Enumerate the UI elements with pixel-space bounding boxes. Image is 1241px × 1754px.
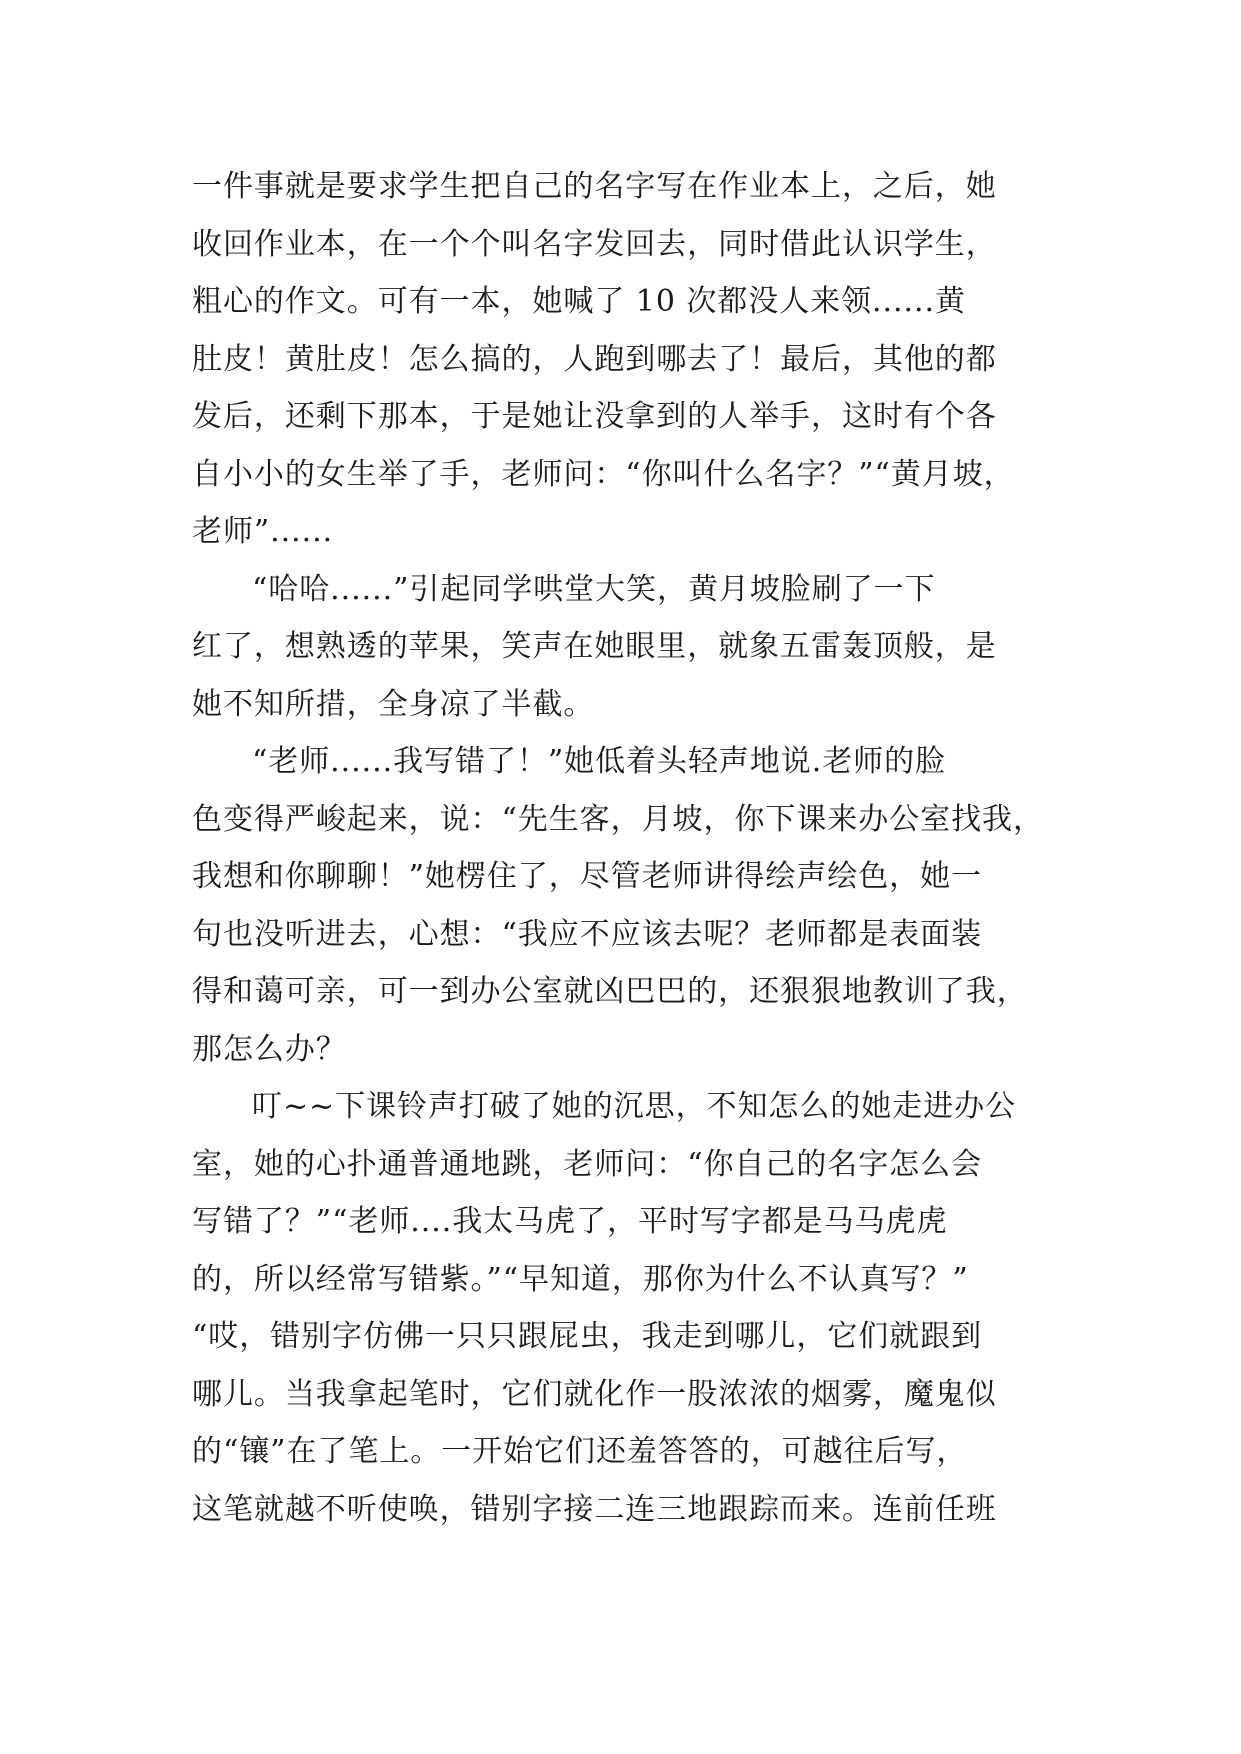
text-line: 句也没听进去，心想：“我应不应该去呢？老师都是表面装: [192, 916, 983, 952]
text-line: 我想和你聊聊！”她楞住了，尽管老师讲得绘声绘色，她一: [192, 859, 983, 894]
paragraph-first-line: “老师......我写错了！”她低着头轻声地说.老师的脸: [252, 744, 947, 779]
text-line: 红了，想熟透的苹果，笑声在她眼里，就象五雷轰顶般，是: [192, 629, 997, 664]
text-line: 肚皮！黄肚皮！怎么搞的，人跑到哪去了！最后，其他的都: [192, 341, 997, 377]
text-line: 自小小的女生举了手，老师问：“你叫什么名字？”“黄月坡，: [192, 456, 1015, 492]
paragraph-first-line: 叮~~下课铃声打破了她的沉思，不知怎么的她走进办公: [252, 1089, 1017, 1124]
text-line: 发后，还剩下那本，于是她让没拿到的人举手，这时有个各: [192, 399, 997, 434]
text-line: 她不知所措，全身凉了半截。: [192, 686, 595, 722]
text-line: 的，所以经常写错紫。”“早知道，那你为什么不认真写？”: [192, 1261, 969, 1297]
text-line: 的“镶”在了笔上。一开始它们还羞答答的，可越往后写，: [192, 1434, 968, 1469]
text-line: 哪儿。当我拿起笔时，它们就化作一股浓浓的烟雾，魔鬼似: [192, 1376, 997, 1412]
text-line: 那怎么办？: [192, 1031, 347, 1067]
text-line: 这笔就越不听使唤，错别字接二连三地跟踪而来。连前任班: [192, 1491, 997, 1527]
text-line: 粗心的作文。可有一本，她喊了 10 次都没人来领......黄: [192, 284, 966, 319]
text-line: 一件事就是要求学生把自己的名字写在作业本上，之后，她: [192, 169, 997, 204]
paragraph-first-line: “哈哈......”引起同学哄堂大笑，黄月坡脸刷了一下: [252, 571, 936, 607]
text-line: 收回作业本，在一个个叫名字发回去，同时借此认识学生，: [192, 226, 997, 262]
text-line: 得和蔼可亲，可一到办公室就凶巴巴的，还狠狠地教训了我，: [192, 974, 1028, 1009]
text-line: 老师”......: [192, 514, 334, 549]
essay-body: [192, 158, 1052, 1538]
text-line: 写错了？”“老师....我太马虎了，平时写字都是马马虎虎: [192, 1204, 948, 1239]
text-line: “哎，错别字仿佛一只只跟屁虫，我走到哪儿，它们就跟到: [192, 1319, 983, 1354]
text-line: 室，她的心扑通普通地跳，老师问：“你自己的名字怎么会: [192, 1146, 983, 1182]
text-line: 色变得严峻起来，说：“先生客，月坡，你下课来办公室找我，: [192, 801, 1044, 837]
